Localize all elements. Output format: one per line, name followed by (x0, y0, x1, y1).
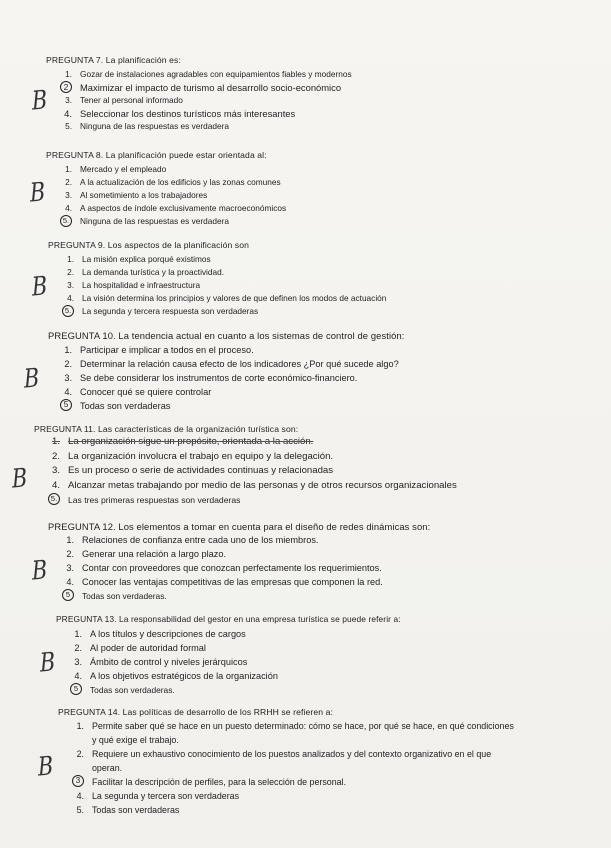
handwritten-mark: B (39, 647, 57, 679)
question-title: PREGUNTA 7. La planificación es: (46, 55, 181, 65)
question-title: PREGUNTA 8. La planificación puede estar orientada al: (46, 150, 267, 160)
handwritten-mark: B (29, 177, 47, 209)
circled-answer: 5 (70, 683, 82, 695)
option-1: 1. A los títulos y descripciones de cargos (74, 629, 246, 639)
option-1: 1. Mercado y el empleado (65, 164, 167, 174)
question-14 (58, 707, 514, 817)
option-4: 4. Alcanzar metas trabajando por medio de las personas y de otros recursos organizacionales (51, 479, 457, 491)
option-2-continued: operan. (92, 763, 123, 773)
option-1-continued: y qué exige el trabajo. (92, 735, 179, 745)
option-2: 2 Maximizar el impacto de turismo al desarrollo socio-económico (60, 81, 352, 94)
circled-answer: 3 (72, 775, 84, 787)
option-4: 4. La visión determina los principios y valores de que definen los modos de actuación (67, 293, 387, 303)
option-5: 5. Ninguna de las respuestas es verdadera (60, 215, 286, 228)
question-title: PREGUNTA 13. La responsabilidad del gestor en una empresa turística se puede referir a: (56, 614, 401, 624)
option-2: 2. Requiere un exhaustivo conocimiento de los puestos analizados y del contexto organizativo en el que (76, 749, 492, 759)
option-1: 1. Gozar de instalaciones agradables con equipamientos fiables y modernos (65, 69, 352, 79)
option-4: 4. Conocer qué se quiere controlar (64, 387, 212, 397)
option-5: 5 Todas son verdaderas (60, 399, 404, 413)
handwritten-mark: B (31, 85, 49, 117)
option-5: 5. La segunda y tercera respuesta son verdaderas (62, 305, 386, 318)
option-5: 5. Todas son verdaderas (76, 805, 180, 815)
option-3: 3. Es un proceso o serie de actividades continuas y relacionadas (51, 465, 334, 476)
circled-answer: 5. (60, 215, 72, 227)
option-2: 2. Al poder de autoridad formal (74, 643, 206, 653)
option-2: 2. La demanda turística y la proactividad. (67, 267, 225, 277)
handwritten-mark: B (31, 555, 49, 587)
question-12 (48, 521, 430, 603)
option-4: 4. Conocer las ventajas competitivas de las empresas que componen la red. (66, 577, 383, 587)
option-3: 3. Contar con proveedores que conozcan perfectamente los requerimientos. (66, 563, 382, 573)
circled-answer: 5 (60, 399, 72, 411)
option-5: 5. Las tres primeras respuestas son verdaderas (48, 493, 457, 508)
circled-answer: 5. (62, 305, 74, 317)
option-4: 4. A aspectos de índole exclusivamente macroeconómicos (65, 203, 287, 213)
option-3: 3 Facilitar la descripción de perfiles, para la selección de personal. (72, 775, 514, 789)
question-7 (46, 55, 352, 133)
circled-answer: 2 (60, 81, 72, 93)
option-1: 1. Permite saber qué se hace en un puesto determinado: cómo se hace, por qué se hace, en qué condiciones (76, 721, 514, 731)
question-title: PREGUNTA 12. Los elementos a tomar en cuenta para el diseño de redes dinámicas son: (48, 521, 431, 532)
option-1: 1. La misión explica porqué existimos (67, 254, 211, 264)
circled-answer: 5 (62, 589, 74, 601)
option-1: 1. Relaciones de confianza entre cada uno de los miembros. (66, 535, 319, 545)
option-3: 3. Tener al personal informado (65, 95, 183, 105)
handwritten-mark: B (11, 463, 29, 495)
option-2: 2. Generar una relación a largo plazo. (66, 549, 227, 559)
option-3: 3. Ámbito de control y niveles jerárquicos (74, 657, 248, 667)
option-4: 4. Seleccionar los destinos turísticos más interesantes (64, 108, 296, 119)
handwritten-mark: B (37, 751, 55, 783)
option-2: 2. Determinar la relación causa efecto de los indicadores ¿Por qué sucede algo? (64, 359, 399, 369)
circled-answer: 5. (48, 493, 60, 505)
option-4: 4. La segunda y tercera son verdaderas (76, 791, 240, 801)
option-5: 5 Todas son verdaderas. (70, 683, 401, 697)
option-2: 2. A la actualización de los edificios y las zonas comunes (65, 177, 281, 187)
question-10 (48, 330, 404, 413)
handwritten-mark: B (23, 363, 41, 395)
question-9 (48, 240, 386, 318)
question-title: PREGUNTA 11. Las características de la organización turística son: (34, 424, 299, 434)
question-title: PREGUNTA 10. La tendencia actual en cuanto a los sistemas de control de gestión: (48, 330, 405, 341)
option-3: 3. Se debe considerar los instrumentos de corte económico-financiero. (64, 373, 358, 383)
question-8 (46, 150, 286, 228)
question-title: PREGUNTA 9. Los aspectos de la planificación son (48, 240, 249, 250)
handwritten-mark: B (31, 271, 49, 303)
option-3: 3. Al sometimiento a los trabajadores (65, 190, 208, 200)
question-11 (34, 424, 457, 508)
question-title: PREGUNTA 14. Las políticas de desarrollo de los RRHH se refieren a: (58, 707, 333, 717)
option-4: 4. A los objetivos estratégicos de la organización (74, 671, 278, 681)
option-3: 3. La hospitalidad e infraestructura (67, 280, 201, 290)
option-1: 1. La organización sigue un propósito, orientada a la acción. (51, 436, 314, 447)
option-2: 2. La organización involucra el trabajo en equipo y la delegación. (51, 450, 334, 462)
option-5: 5. Ninguna de las respuestas es verdadera (65, 121, 229, 131)
option-5: 5 Todas son verdaderas. (62, 589, 430, 603)
question-13 (56, 614, 401, 697)
option-1: 1. Participar e implicar a todos en el proceso. (64, 345, 254, 355)
